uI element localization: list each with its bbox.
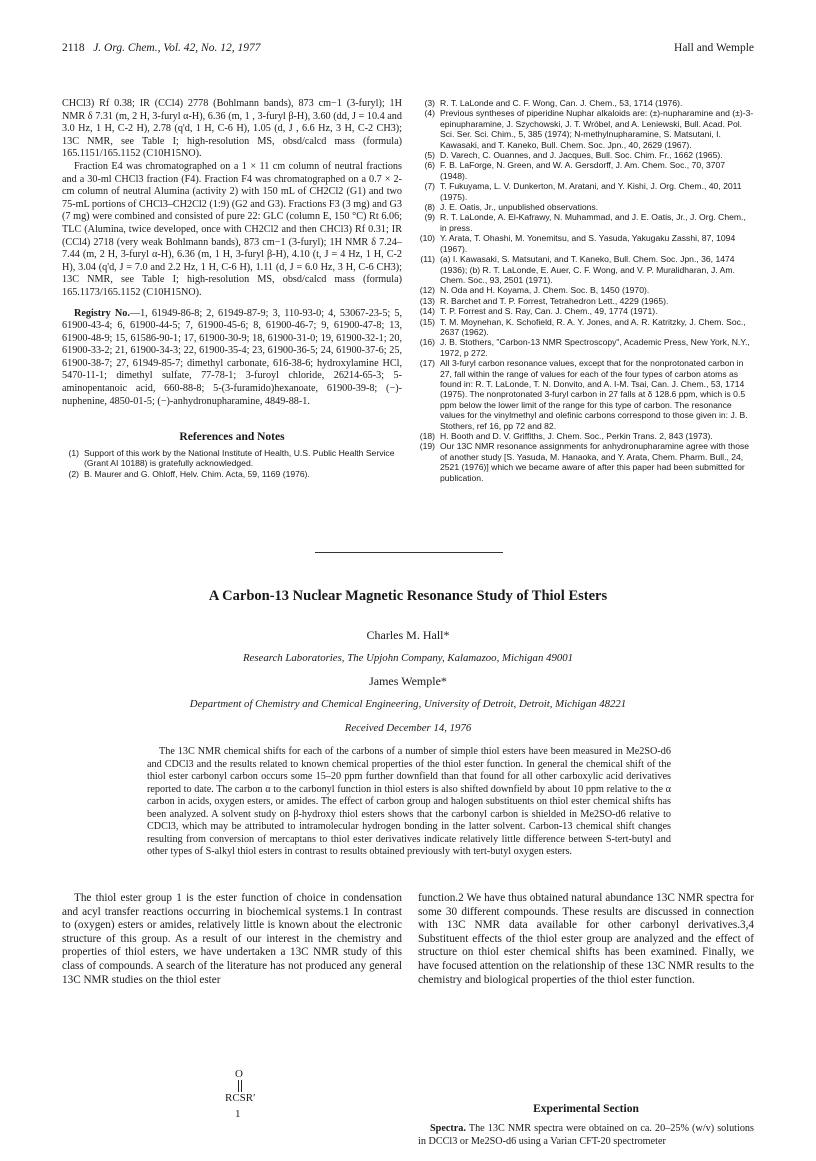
reference-item: [418, 296, 754, 306]
reference-text: R. T. LaLonde and C. F. Wong, Can. J. Chem., 53, 1714 (1976).: [440, 98, 683, 108]
reference-item: [418, 181, 754, 202]
spectra-paragraph: [418, 1122, 754, 1148]
spectra-label: Spectra.: [430, 1123, 466, 1134]
reference-item: [418, 337, 754, 358]
references-list-right: [418, 98, 754, 483]
abstract: The 13C NMR chemical shifts for each of the carbons of a number of simple thiol esters have been measured in Me2SO-d6 and CDCl3 and the results related to known chemical properties of the thiol ester function. In general the chemical shift of the thiol ester carbonyl carbon occurs some 15–20 ppm further downfield than that found for all other carboxylic acid derivatives reported to date. The carbon α to the carbonyl function in thiol esters is also shifted downfield by about 10 ppm relative to the α carbon in acids, oxygen esters, or amides. The effect of carbon group and halogen substituents on thiol ester chemical shifts has been analyzed. A solvent study on β-hydroxy thiol esters shows that the carbonyl carbon is shielded in Me2SO-d6 relative to CDCl3, which may be attributed to intramolecular hydrogen bonding in the latter solvent. Carbon-13 chemical shift changes resulting from conversion of mercaptans to thiol ester derivatives indicate relatively little difference between S-tert-butyl and other types of S-alkyl thiol esters in contrast to results obtained previously with tert-butyl oxygen esters.: [147, 746, 671, 857]
reference-item: [418, 254, 754, 285]
reference-item: [418, 160, 754, 181]
structure-1: [225, 1068, 285, 1120]
reference-text: T. Fukuyama, L. V. Dunkerton, M. Aratani, and Y. Kishi, J. Org. Chem., 40, 2011 (1975).: [440, 181, 742, 202]
references-heading: References and Notes: [179, 431, 285, 443]
reference-number: (13): [419, 295, 435, 306]
intro-paragraph-right: function.2 We have thus obtained natural abundance 13C NMR spectra for some 30 different compounds. These results are discussed in connection with 13C NMR data available for other carbonyl derivatives.3,4 Substituent effects of the thiol ester group are analyzed and the effect of structure on thiol ester chemical shifts has been examined. Finally, we have focused attention on the relationship of these 13C NMR results to the chemistry and biological properties of the thiol ester function.: [418, 892, 754, 986]
reference-item: [418, 108, 754, 150]
reference-item: [418, 431, 754, 441]
reference-text: F. B. LaForge, N. Green, and W. A. Gersdorff, J. Am. Chem. Soc., 70, 3707 (1948).: [440, 160, 725, 181]
reference-text: R. T. LaLonde, A. El-Kafrawy, N. Muhammad, and J. E. Oatis, Jr., J. Org. Chem., in press.: [440, 212, 746, 233]
reference-number: (14): [419, 306, 435, 317]
reference-text: N. Oda and H. Koyama, J. Chem. Soc. B, 1450 (1970).: [440, 285, 650, 296]
reference-item: [62, 469, 402, 479]
reference-number: (11): [420, 254, 435, 265]
running-header-left: [62, 42, 260, 54]
reference-number: (7): [424, 181, 435, 192]
reference-number: (2): [68, 468, 79, 479]
reference-text: B. Maurer and G. Ohloff, Helv. Chim. Acta, 59, 1169 (1976).: [84, 468, 310, 479]
paragraph-fraction-e4: Fraction E4 was chromatographed on a 1 × 11 cm column of neutral fractions and a 30-ml CHCl3 fraction (F4). Fraction F4 was chromatographed on a 0.7 × 2-cm column of neutral Alumina (activity 2) with 150 mL of CH2Cl2 (G1) and two 75-mL portions of CHCl3–CH2Cl2 (1:9) (G2 and G3). Fractions F3 (3 mg) and G3 (7 mg) were combined and consisted of pure 22: GLC (column E, 150 °C) Rt 6.06; TLC (Alumina, twice developed, once with CH2Cl2 and then CHCl3) Rf 0.31; IR (CCl4) 2718 (very weak Bohlmann bands), 873 cm−1 (3-furyl); 1H NMR δ 7.24–7.44 (m, 2 H, 3-furyl α-H), 6.36 (m, 1 H, 3-furyl β-H), 4.10 (t, J = 4 Hz, 1 H, C-2 H), 3.04 (q'd, J = 7.0 and 2.2 Hz, 1 H, C-6 H), 1.11 (d, J = 6.0 Hz, 3 H, C-6 CH3); 13C NMR, see Table I; high-resolution MS, obsd/calcd mass (formula) 165.1173/165.1152 (C10H15NO).: [62, 160, 402, 298]
reference-number: (4): [424, 108, 435, 119]
reference-text: J. E. Oatis, Jr., unpublished observations.: [440, 202, 599, 213]
reference-item: [418, 150, 754, 160]
reference-item: [418, 233, 754, 254]
reference-number: (6): [424, 160, 435, 171]
running-authors: Hall and Wemple: [674, 42, 754, 54]
reference-item: [418, 98, 754, 108]
spectra-text: The 13C NMR spectra were obtained on ca. 20–25% (w/v) solutions in DCCl3 or Me2SO-d6 using a Varian CFT-20 spectrometer: [418, 1123, 754, 1147]
references-list-left: [62, 448, 402, 479]
structure-oxygen: O: [235, 1068, 243, 1080]
affiliation-1: Research Laboratories, The Upjohn Company, Kalamazoo, Michigan 49001: [242, 652, 574, 664]
reference-number: (1): [68, 448, 79, 458]
registry-numbers: —1, 61949-86-8; 2, 61949-87-9; 3, 110-93-0; 4, 53067-23-5; 5, 61900-43-4; 6, 61900-44-5; 7, 61900-45-6; 8, 61900-46-7; 9, 61900-47-8; 13, 61900-48-9; 15, 61586-90-1; 17, 61900-30-9; 18, 61900-31-0; 19, 61900-32-1; 20, 61900-33-2; 21, 61900-34-3; 22, 61900-35-4; 23, 61900-36-5; 24, 61900-37-6; 25, 61900-38-7; 27, 61949-85-7; dimethyl carbonate, 616-38-6; hydroxylamine HCl, 5470-11-1; dimethyl sulfate, 77-78-1; 3-furoyl chloride, 26214-65-3; 5-aminopentanoic acid, 660-88-8; 5-(3-furamido)hexanoate, 61900-39-8; (−)-nuphenine, 4850-01-5; (−)-anhydronupharamine, 4849-88-1.: [62, 307, 402, 407]
reference-text: All 3-furyl carbon resonance values, except that for the nonprotonated carbon in 27, fall within the range of values for each of the four types of carbon atoms as found in: R. T. LaLonde, T. N. Donvito, and A. I-M. Tsai, Can. J. Chem., 53, 1714 (1975). The nonprotonated 3-furyl carbon in 27 falls at δ 128.6 ppm, which is 0.5 ppm below the lower limit of the range for this type of carbon. The resonance values for the vinylmethyl and olefinic carbons correspond to those given in: J. B. Stothers, ref 16, pp 72 and 82.: [440, 358, 748, 431]
reference-item: [62, 448, 402, 469]
affiliation-2: Department of Chemistry and Chemical Engineering, University of Detroit, Detroit, Michigan 48221: [189, 698, 627, 710]
reference-text: D. Varech, C. Ouannes, and J. Jacques, Bull. Soc. Chim. Fr., 1662 (1965).: [440, 150, 723, 161]
reference-number: (16): [419, 337, 435, 348]
reference-text: R. Barchet and T. P. Forrest, Tetrahedron Lett., 4229 (1965).: [440, 295, 669, 306]
intro-paragraph-left: The thiol ester group 1 is the ester function of choice in condensation and acyl transfer reactions occurring in biochemical systems.1 In contrast to (oxygen) esters or amides, relatively little is known about the electronic structure of this group. As a result of our interest in the chemistry and properties of thiol esters, we have undertaken a 13C NMR study of this class of compounds. A search of the literature has not produced any general 13C NMR studies on the thiol ester: [62, 892, 402, 986]
reference-number: (19): [419, 441, 435, 452]
reference-text: Y. Arata, T. Ohashi, M. Yonemitsu, and S. Yasuda, Yakugaku Zasshi, 87, 1094 (1967).: [440, 233, 736, 254]
reference-number: (3): [424, 98, 435, 108]
reference-text: J. B. Stothers, "Carbon-13 NMR Spectroscopy", Academic Press, New York, N.Y., 1972, p 272.: [440, 337, 750, 358]
registry-paragraph: [62, 308, 402, 409]
reference-item: [418, 212, 754, 233]
author-1: Charles M. Hall*: [366, 628, 450, 642]
left-column-top: [62, 98, 402, 408]
journal-citation: J. Org. Chem., Vol. 42, No. 12, 1977: [93, 42, 261, 54]
reference-number: (10): [419, 233, 435, 244]
section-divider: [315, 552, 503, 553]
reference-item: [418, 202, 754, 212]
author-2: James Wemple*: [369, 674, 447, 688]
reference-number: (17): [419, 358, 435, 369]
reference-item: [418, 306, 754, 316]
experimental-heading: Experimental Section: [533, 1103, 639, 1115]
reference-text: H. Booth and D. V. Griffiths, J. Chem. Soc., Perkin Trans. 2, 843 (1973).: [440, 431, 713, 441]
reference-text: (a) I. Kawasaki, S. Matsutani, and T. Kaneko, Bull. Chem. Soc. Jpn., 36, 1474 (1936); (b) R. T. LaLonde, E. Auer, C. F. Wong, and V. P. Muralidharan, J. Am. Chem. Soc., 93, 2501 (1971).: [440, 254, 735, 285]
double-bond: [238, 1080, 240, 1092]
paragraph-nmr-data: CHCl3) Rf 0.38; IR (CCl4) 2778 (Bohlmann bands), 873 cm−1 (3-furyl); 1H NMR δ 7.31 (m, 2 H, 3-furyl α-H), 6.36 (m, 1 , 3-furyl β-H), 3.60 (dd, J = 10.4 and 3.0 Hz, 1 H, C-2 H), 2.78 (q'd, 1 H, C-6 H), 1.05 (d, J , 6.6 Hz, 3 H, C-2 CH3); 13C NMR, see Table I; high-resolution MS, obsd/calcd mass (formula) 165.1151/165.1152 (C10H15NO).: [62, 98, 402, 160]
reference-text: T. P. Forrest and S. Ray, Can. J. Chem., 49, 1774 (1971).: [440, 306, 658, 317]
received-date: Received December 14, 1976: [344, 722, 472, 734]
article-title: A Carbon-13 Nuclear Magnetic Resonance Study of Thiol Esters: [208, 588, 608, 604]
reference-number: (9): [424, 212, 435, 223]
reference-item: [418, 358, 754, 431]
reference-text: Our 13C NMR resonance assignments for anhydronupharamine agree with those of another study [S. Yasuda, M. Hanaoka, and Y. Arata, Chem. Pharm. Bull., 24, 2521 (1976)] which we became aware of after this paper had been submitted for publication.: [440, 441, 750, 483]
structure-formula: RCSR′: [225, 1092, 256, 1104]
registry-label: Registry No.: [74, 307, 130, 319]
reference-item: [418, 285, 754, 295]
reference-number: (5): [424, 150, 435, 161]
reference-number: (8): [424, 202, 435, 213]
reference-item: [418, 317, 754, 338]
reference-item: [418, 441, 754, 483]
reference-number: (15): [419, 316, 435, 327]
reference-text: Support of this work by the National Institute of Health, U.S. Public Health Service (Grant AI 10188) is gratefully acknowledged.: [84, 448, 395, 469]
page-number: 2118: [62, 42, 85, 54]
reference-number: (12): [419, 285, 435, 296]
reference-text: Previous syntheses of piperidine Nuphar alkaloids are: (±)-nupharamine and (±)-3-epinupharamine, J. Szychowski, J. T. Wróbel, and A. Leniewski, Bull. Acad. Pol. Sci. Ser. Sci. Chim., 5, 385 (1974); N-methylnupharamine, S. Matsutani, I. Kawasaki, and T. Kaneko, Bull. Chem. Soc. Jpn., 40, 2629 (1967).: [440, 108, 754, 150]
reference-text: T. M. Moynehan, K. Schofield, R. A. Y. Jones, and A. R. Katritzky, J. Chem. Soc., 2637 (1962).: [440, 316, 746, 337]
reference-number: (18): [419, 431, 435, 441]
structure-label: 1: [235, 1108, 241, 1120]
